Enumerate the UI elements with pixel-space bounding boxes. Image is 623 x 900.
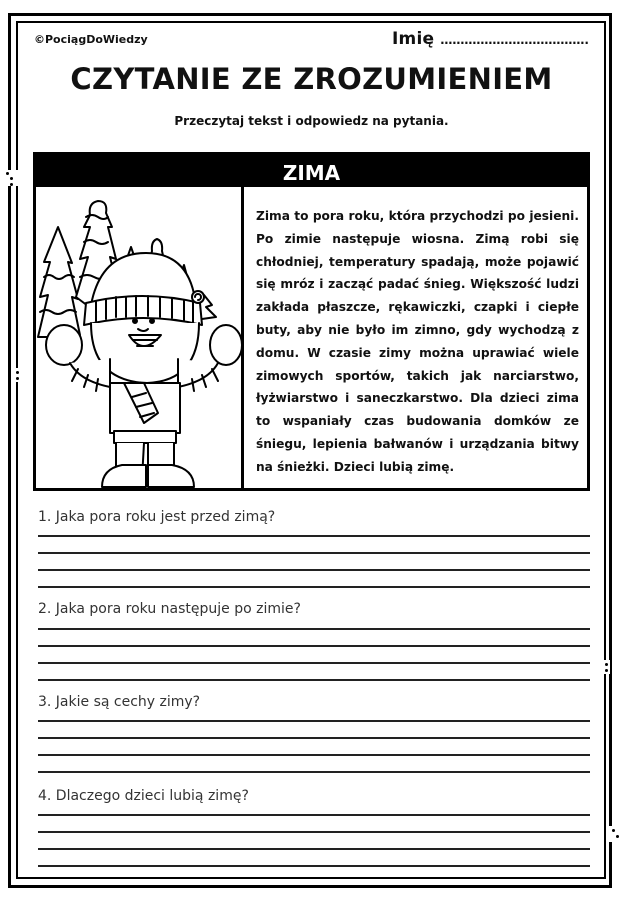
answer-line[interactable]	[38, 569, 590, 571]
question-2: 2. Jaka pora roku następuje po zimie?	[38, 601, 301, 617]
border-dot	[16, 371, 19, 374]
border-dot	[612, 829, 615, 832]
brand-credit: ©PociągDoWiedzy	[34, 33, 148, 46]
question-3: 3. Jakie są cechy zimy?	[38, 694, 201, 710]
border-dot	[6, 172, 9, 175]
answer-line[interactable]	[38, 720, 590, 722]
border-dot	[16, 377, 19, 380]
border-dot	[605, 663, 608, 666]
question-4: 4. Dlaczego dzieci lubią zimę?	[38, 788, 249, 804]
border-gap	[608, 826, 622, 842]
name-field[interactable]	[392, 29, 589, 49]
border-dot	[605, 669, 608, 672]
answer-line[interactable]	[38, 771, 590, 773]
reading-passage: Zima to pora roku, która przychodzi po jesieni. Po zimie następuje wiosna. Zimą robi się chłodniej, temperatury spadają, może pojawić się mróz i zacząć padać śnieg. Większość ludzi zakłada płaszcze, rękawiczki, czapki i ciepłe buty, aby nie było im zimno, gdy wychodzą z domu. W czasie zimy można uprawiać wiele zimowych sportów, takich jak narciarstwo, łyżwiarstwo i saneczkarstwo. Dla dzieci zima to wspaniały czas budowania domków ze śniegu, lepienia bałwanów i urządzania bitwy na śnieżki. Dzieci lubią zimę.	[256, 209, 579, 474]
name-blank[interactable]: ……………………………….	[440, 33, 589, 47]
column-divider	[241, 187, 244, 488]
answer-line[interactable]	[38, 865, 590, 867]
instruction-text: Przeczytaj tekst i odpowiedz na pytania.	[174, 114, 449, 128]
answer-line[interactable]	[38, 814, 590, 816]
answer-line[interactable]	[38, 552, 590, 554]
question-1: 1. Jaka pora roku jest przed zimą?	[38, 509, 276, 525]
border-dot	[10, 177, 13, 180]
answer-line[interactable]	[38, 662, 590, 664]
answer-line[interactable]	[38, 737, 590, 739]
answer-line[interactable]	[38, 535, 590, 537]
answer-line[interactable]	[38, 628, 590, 630]
answer-line[interactable]	[38, 679, 590, 681]
reading-box	[33, 152, 590, 491]
border-dot	[616, 835, 619, 838]
answer-line[interactable]	[38, 586, 590, 588]
border-dot	[10, 183, 13, 186]
answer-line[interactable]	[38, 645, 590, 647]
answer-line[interactable]	[38, 848, 590, 850]
answer-line[interactable]	[38, 754, 590, 756]
name-label: Imię	[392, 29, 435, 49]
answer-line[interactable]	[38, 831, 590, 833]
page-title: CZYTANIE ZE ZROZUMIENIEM	[70, 62, 553, 96]
reading-heading: ZIMA	[36, 155, 587, 187]
winter-child-illustration	[36, 187, 241, 488]
